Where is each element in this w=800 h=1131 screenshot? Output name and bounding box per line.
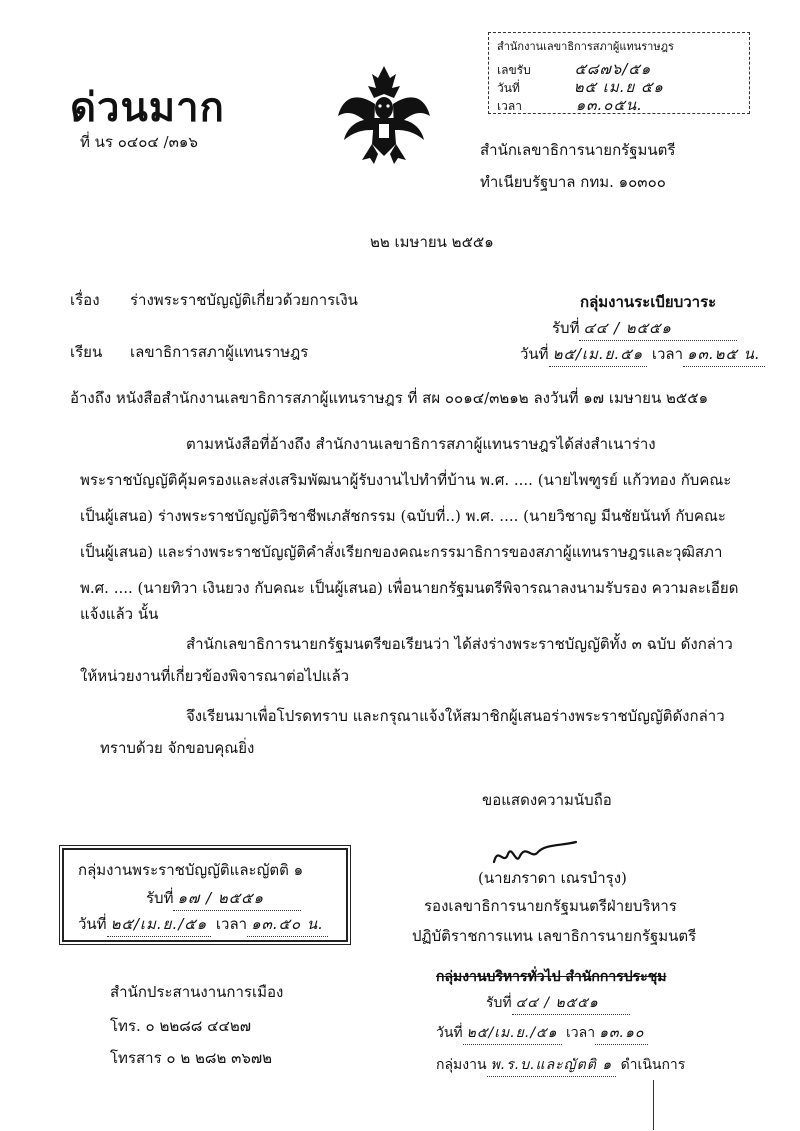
body-line: จึงเรียนมาเพื่อโปรดทราบ และกรุณาแจ้งให้สมาชิกผู้เสนอร่างพระราชบัญญัติดังกล่าว (186, 707, 725, 725)
body-line: ตามหนังสือที่อ้างถึง สำนักงานเลขาธิการสภาผู้แทนราษฎรได้ส่งสำเนาร่าง (186, 435, 656, 453)
general-stamp-received: ๔๔ / ๒๕๕๑ (512, 992, 630, 1015)
registry-stamp-time-label: เวลา (651, 345, 684, 363)
body-line: เป็นผู้เสนอ) ร่างพระราชบัญญัติวิชาชีพเภสัชกรรม (ฉบับที่..) พ.ศ. .... (นายวิชาญ มีนชัยนันท์ กับคณะ (80, 507, 726, 525)
general-stamp-time-label: เวลา (565, 1025, 596, 1041)
to-label: เรียน (70, 343, 103, 361)
document-date: ๒๒ เมษายน ๒๕๕๑ (370, 233, 494, 251)
general-stamp-action-row (436, 1054, 685, 1077)
signer-position: รองเลขาธิการนายกรัฐมนตรีฝ่ายบริหาร (424, 897, 677, 915)
subject: ร่างพระราชบัญญัติเกี่ยวด้วยการเงิน (130, 291, 358, 309)
body-line: ให้หน่วยงานที่เกี่ยวข้องพิจารณาต่อไปแล้ว (80, 667, 350, 685)
closing: ขอแสดงความนับถือ (482, 791, 612, 809)
registry-stamp-title: กลุ่มงานระเบียบวาระ (580, 293, 717, 311)
document-number: ที่ นร ๐๔๐๔ /๓๑๖ (80, 133, 198, 151)
reference: อ้างถึง หนังสือสำนักงานเลขาธิการสภาผู้แทนราษฎร ที่ สผ ๐๐๑๔/๓๒๑๒ ลงวันที่ ๑๗ เมษายน ๒๕๕๑ (70, 389, 709, 407)
receipt-stamp-time-label: เวลา (497, 99, 522, 113)
subject-label: เรื่อง (70, 291, 100, 309)
general-stamp-action-unit: พ.ร.บ.และญัตติ ๑ (487, 1054, 617, 1077)
bill-stamp-title: กลุ่มงานพระราชบัญญัติและญัตติ ๑ (78, 861, 304, 879)
bill-stamp-received: ๑๗ / ๒๕๕๑ (173, 886, 301, 911)
body-line: พ.ศ. .... (นายทิวา เงินยวง กับคณะ เป็นผู้เสนอ) เพื่อนายกรัฐมนตรีพิจารณาลงนามรับรอง ความละเอียด (80, 579, 739, 597)
registry-stamp-received-row (552, 316, 737, 341)
general-stamp-date: ๒๕/เม.ย./๕๑ (463, 1022, 562, 1045)
body-line: พระราชบัญญัติคุ้มครองและส่งเสริมพัฒนาผู้รับงานไปทำที่บ้าน พ.ศ. .... (นายไพฑูรย์ แก้วทอง กับคณะ (80, 471, 732, 489)
bill-stamp (62, 848, 348, 942)
general-stamp-date-label: วันที่ (436, 1025, 463, 1041)
receipt-stamp-time-row (497, 93, 643, 117)
registry-stamp-received-label: รับที่ (552, 319, 580, 337)
garuda-emblem-icon (334, 60, 434, 170)
general-stamp-title: กลุ่มงานบริหารทั่วไป สำนักการประชุม (436, 969, 667, 985)
registry-stamp-date-label: วันที่ (520, 345, 549, 363)
general-stamp-date-row (436, 1022, 648, 1045)
footer-tel: โทร. ๐ ๒๒๘๘ ๔๔๒๗ (110, 1017, 252, 1035)
urgency-label: ด่วนมาก (70, 84, 225, 131)
bill-stamp-received-label: รับที่ (146, 889, 174, 907)
bill-stamp-received-row (146, 886, 301, 911)
signer-name: (นายภราดา เณรบำรุง) (478, 869, 627, 887)
footer-fax: โทรสาร ๐ ๒ ๒๘๒ ๓๖๗๒ (110, 1049, 273, 1067)
signer-acting: ปฏิบัติราชการแทน เลขาธิการนายกรัฐมนตรี (412, 927, 697, 945)
general-stamp-action-label: กลุ่มงาน (436, 1057, 487, 1073)
general-stamp-action-suffix: ดำเนินการ (620, 1057, 686, 1073)
recipient: เลขาธิการสภาผู้แทนราษฎร (130, 343, 309, 361)
receipt-stamp-number: ๕๘๗๖/๕๑ (574, 60, 652, 78)
receipt-stamp-time: ๑๓.๐๕น. (575, 96, 643, 114)
body-line: แจ้งแล้ว นั้น (80, 605, 159, 623)
general-stamp-time: ๑๓.๑๐ (595, 1022, 648, 1045)
general-stamp-received-row (486, 992, 630, 1015)
bill-stamp-date-row (78, 912, 328, 937)
receipt-stamp-date-label: วันที่ (497, 81, 520, 95)
bill-stamp-date-label: วันที่ (78, 915, 107, 933)
registry-stamp-time: ๑๓.๒๕ น. (683, 342, 765, 367)
bill-stamp-time-label: เวลา (215, 915, 248, 933)
agency-address: ทำเนียบรัฐบาล กทม. ๑๐๓๐๐ (480, 173, 666, 191)
receipt-stamp-number-label: เลขรับ (497, 63, 531, 77)
divider (653, 1080, 654, 1130)
agency-name: สำนักเลขาธิการนายกรัฐมนตรี (480, 141, 676, 159)
bill-stamp-time: ๑๓.๕๐ น. (247, 912, 328, 937)
receipt-stamp-date: ๒๕ เม.ย ๕๑ (573, 78, 664, 96)
registry-stamp-date-row (520, 342, 765, 367)
body-line: ทราบด้วย จักขอบคุณยิ่ง (100, 739, 255, 757)
general-stamp-received-label: รับที่ (486, 995, 512, 1011)
receipt-stamp-top (488, 32, 750, 114)
registry-stamp-received: ๔๔ / ๒๕๕๑ (579, 316, 737, 341)
body-line: เป็นผู้เสนอ) และร่างพระราชบัญญัติคำสั่งเรียกของคณะกรรมาธิการของสภาผู้แทนราษฎรและวุฒิสภา (80, 543, 723, 561)
receipt-stamp-org: สำนักงานเลขาธิการสภาผู้แทนราษฎร (497, 40, 674, 53)
body-line: สำนักเลขาธิการนายกรัฐมนตรีขอเรียนว่า ได้ส่งร่างพระราชบัญญัติทั้ง ๓ ฉบับ ดังกล่าว (186, 635, 733, 653)
bill-stamp-date: ๒๕/เม.ย./๕๑ (107, 912, 212, 937)
footer-office: สำนักประสานงานการเมือง (110, 983, 284, 1001)
registry-stamp-date: ๒๕/เม.ย.๕๑ (549, 342, 648, 367)
